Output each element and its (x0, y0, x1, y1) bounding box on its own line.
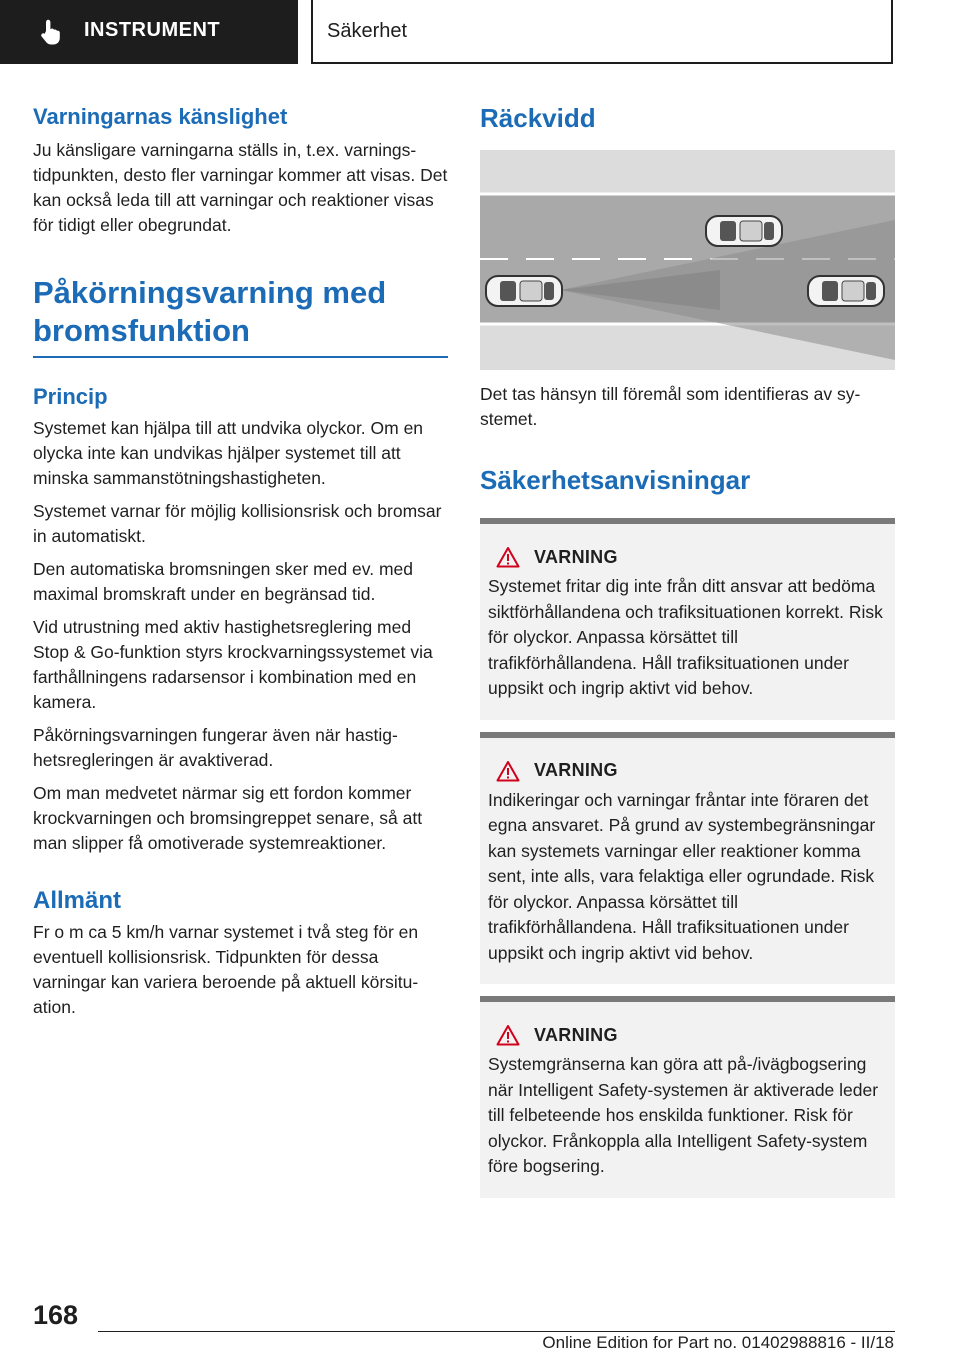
warning-box (480, 996, 895, 1198)
warning-title: VARNING (534, 546, 618, 567)
header-section-title: Säkerhet (327, 20, 408, 42)
vehicle-ahead-same-lane (808, 276, 884, 306)
warning-text: Systemet fritar dig inte från ditt ansvar att bedöma siktförhållandena och trafiksituationen korrekt. Risk för olyckor. Anpassa körsättet till trafikförhållandena. Håll trafiksituationen under uppsikt och ingrip aktivt vid behov. (488, 576, 883, 698)
princip-paragraph: Den automatiska bromsningen sker med ev. med maximal bromskraft under en begränsad tid. (33, 559, 413, 604)
warning-triangle-icon (496, 1024, 520, 1046)
princip-paragraph: Om man medvetet närmar sig ett fordon kommer krockvarningen och bromsingreppet senare, så att man slipper få omotiverade systemreaktioner. (33, 783, 423, 853)
left-column (33, 100, 448, 1020)
collision-warning-heading: Påkörningsvarning med bromsfunktion (33, 275, 387, 348)
warning-box (480, 518, 895, 720)
warning-title: VARNING (534, 760, 618, 780)
right-column (480, 100, 895, 1198)
princip-paragraph: Systemet varnar för möjlig kollisionsrisk och bromsar in automatiskt. (33, 501, 442, 546)
header-section-frame (311, 0, 893, 64)
header-chapter-label: INSTRUMENT (84, 19, 221, 41)
hand-pointer-icon (36, 17, 66, 47)
warning-text: Systemgränserna kan göra att på-/ivägbogsering när Intelligent Safety-systemen är aktiverade leder till felbeteende hos enskilda funktioner. Risk för olyckor. Frånkoppla alla Intelligent Safety-system före bogsering. (488, 1054, 879, 1176)
warning-text: Indikeringar och varningar fråntar inte föraren det egna ansvaret. På grund av systembegränsningar kan systemets varningar eller reaktioner komma sent, inte alls, vara felaktiga eller ogrundade. Risk för olyckor. Anpassa körsättet till trafikförhållandena. Håll trafiksituationen under uppsikt och ingrip aktivt vid behov. (488, 789, 876, 963)
princip-paragraph: Påkörningsvarningen fungerar även när hastighetsregleringen är avaktiverad. (33, 725, 398, 770)
warning-triangle-icon (496, 760, 520, 782)
radar-range-diagram (480, 150, 895, 370)
warning-triangle-icon (496, 546, 520, 568)
warning-box (480, 732, 895, 985)
diagram-caption: Det tas hänsyn till föremål som identifieras av systemet. (480, 384, 861, 429)
princip-heading: Princip (33, 384, 108, 409)
heading-rule (33, 356, 448, 358)
warning-title: VARNING (534, 1024, 618, 1045)
allmant-heading: Allmänt (33, 887, 122, 914)
safety-heading: Säkerhetsanvisningar (480, 465, 751, 495)
ego-car (486, 276, 562, 306)
range-heading: Räckvidd (480, 103, 596, 133)
footer-rule (98, 1331, 895, 1332)
footer-edition: Online Edition for Part no. 01402988816 - II/18 (542, 1333, 894, 1352)
princip-paragraph: Vid utrustning med aktiv hastighetsreglering med Stop & Go-funktion styrs krockvarningssystemet via farthållningens radarsensor i kombination med en kamera. (33, 617, 433, 712)
vehicle-ahead-lane-left (706, 216, 782, 246)
allmant-text: Fr o m ca 5 km/h varnar systemet i två steg för en eventuell kollisionsrisk. Tidpunkten för dessa varningar kan variera beroende på aktuell körsituation. (33, 922, 419, 1017)
sensitivity-heading: Varningarnas känslighet (33, 104, 288, 129)
sensitivity-text: Ju känsligare varningarna ställs in, t.ex. varningstidpunkten, desto fler varningar kommer att visas. Det kan också leda till att varningar och reaktioner visas för tidigt eller obegrundat. (33, 140, 448, 235)
page-number: 168 (33, 1300, 79, 1330)
princip-paragraph: Systemet kan hjälpa till att undvika olyckor. Om en olycka inte kan undvikas hjälper systemet till att minska sammanstötningshastigheten. (33, 418, 424, 488)
header-chapter-tab[interactable] (0, 0, 298, 64)
